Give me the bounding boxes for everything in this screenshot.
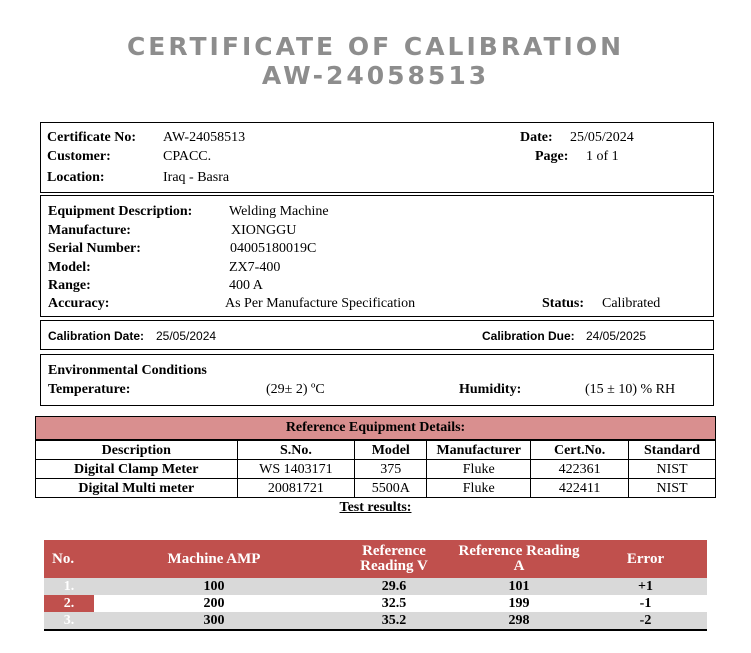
- reference-description-cell: Digital Clamp Meter: [36, 460, 238, 479]
- page-value: 1 of 1: [586, 149, 619, 164]
- results-reference-v-cell: 29.6: [334, 578, 454, 595]
- results-error-cell: -1: [639, 596, 652, 611]
- range-label: Range:: [48, 278, 91, 293]
- certificate-no-label: Certificate No:: [47, 130, 137, 145]
- location-label: Location:: [47, 170, 105, 185]
- results-col-machine-amp: Machine AMP: [167, 550, 261, 567]
- results-machine-amp-cell: 100: [94, 578, 334, 595]
- table-row: [44, 612, 707, 631]
- reference-col-model: Model: [355, 441, 427, 460]
- reference-description-cell: Digital Multi meter: [36, 479, 238, 498]
- customer-label: Customer:: [47, 149, 111, 164]
- serial-number-label: Serial Number:: [48, 241, 141, 256]
- manufacture-label: Manufacture:: [48, 223, 131, 238]
- certificate-number-title: AW-24058513: [261, 61, 490, 90]
- temperature-value: (29± 2) ºC: [266, 382, 325, 397]
- accuracy-label: Accuracy:: [48, 296, 110, 311]
- reference-standard-cell: NIST: [629, 460, 716, 479]
- serial-number-value: 04005180019C: [230, 241, 317, 256]
- calibration-due-label: Calibration Due:: [482, 329, 575, 343]
- location-value: Iraq - Basra: [163, 170, 230, 185]
- test-results-table: [44, 540, 707, 631]
- reference-manufacturer-cell: Fluke: [427, 479, 531, 498]
- equipment-description-label: Equipment Description:: [48, 204, 193, 219]
- results-col-error: Error: [626, 550, 665, 567]
- results-no-cell: 1.: [44, 578, 94, 595]
- results-reference-a-cell: 199: [508, 596, 530, 611]
- reference-col-certno: Cert.No.: [531, 441, 629, 460]
- reference-model-cell: 375: [355, 460, 427, 479]
- calibration-due-value: 24/05/2025: [586, 329, 647, 343]
- results-machine-amp-cell: 200: [203, 596, 225, 611]
- reference-col-description: Description: [36, 441, 238, 460]
- environment-heading: Environmental Conditions: [48, 363, 207, 378]
- model-value: ZX7-400: [229, 260, 281, 275]
- results-reference-a-cell: 298: [454, 612, 584, 629]
- temperature-label: Temperature:: [48, 382, 131, 397]
- results-col-no: No.: [52, 550, 75, 567]
- results-col-reference-v: Reference Reading V: [360, 543, 428, 574]
- reference-certno-cell: 422361: [531, 460, 629, 479]
- reference-certno-cell: 422411: [531, 479, 629, 498]
- humidity-label: Humidity:: [459, 382, 522, 397]
- certificate-no-value: AW-24058513: [163, 130, 246, 145]
- results-col-reference-a: Reference Reading A: [458, 543, 580, 574]
- status-label: Status:: [542, 296, 585, 311]
- results-header-row: [44, 540, 707, 578]
- table-row: [44, 578, 707, 595]
- date-label: Date:: [520, 130, 553, 145]
- reference-header-row: [36, 441, 716, 460]
- reference-manufacturer-cell: Fluke: [427, 460, 531, 479]
- reference-col-standard: Standard: [629, 441, 716, 460]
- humidity-value: (15 ± 10) % RH: [585, 382, 676, 397]
- results-no-cell: 3.: [44, 612, 94, 629]
- results-reference-v-cell: 32.5: [381, 596, 407, 611]
- table-row: [36, 479, 716, 498]
- table-row: [36, 460, 716, 479]
- test-results-heading: Test results:: [339, 500, 412, 515]
- results-reference-v-cell: 35.2: [334, 612, 454, 629]
- reference-model-cell: 5500A: [355, 479, 427, 498]
- reference-col-sno: S.No.: [237, 441, 355, 460]
- calibration-date-label: Calibration Date:: [48, 329, 145, 343]
- reference-col-manufacturer: Manufacturer: [427, 441, 531, 460]
- results-no-cell: 2.: [44, 595, 94, 612]
- results-machine-amp-cell: 300: [94, 612, 334, 629]
- accuracy-value: As Per Manufacture Specification: [225, 296, 416, 311]
- table-row: [44, 595, 707, 612]
- manufacture-value: XIONGGU: [231, 223, 297, 238]
- reference-equipment-table: [35, 440, 716, 498]
- reference-sno-cell: WS 1403171: [237, 460, 355, 479]
- results-error-cell: +1: [584, 578, 707, 595]
- page-label: Page:: [535, 149, 569, 164]
- customer-value: CPACC.: [163, 149, 212, 164]
- equipment-description-value: Welding Machine: [229, 204, 329, 219]
- reference-sno-cell: 20081721: [237, 479, 355, 498]
- model-label: Model:: [48, 260, 91, 275]
- date-value: 25/05/2024: [570, 130, 634, 145]
- results-reference-a-cell: 101: [454, 578, 584, 595]
- reference-equipment-heading: Reference Equipment Details:: [35, 416, 716, 440]
- certificate-title: CERTIFICATE OF CALIBRATION: [126, 32, 625, 61]
- status-value: Calibrated: [602, 296, 661, 311]
- reference-standard-cell: NIST: [629, 479, 716, 498]
- calibration-date-value: 25/05/2024: [156, 329, 217, 343]
- range-value: 400 A: [229, 278, 263, 293]
- results-error-cell: -2: [584, 612, 707, 629]
